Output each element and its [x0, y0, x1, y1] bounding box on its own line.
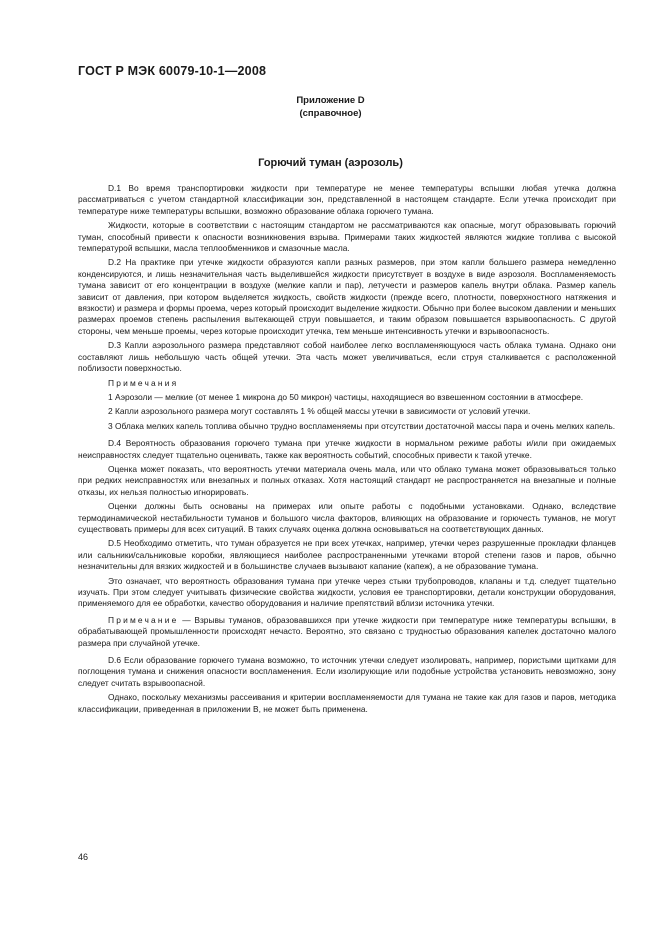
paragraph-d2: D.2 На практике при утечке жидкости образуются капли разных размеров, при этом капли большего размера немедленно конденсируются, и лишь незначительная часть выделившейся жидкости присутствует в воздухе в виде аэрозоля. Воспламеняемость тумана зависит от его концентрации в воздухе (мелкие капли и пар), летучести и размеров капель внутри облака. Размер капель зависит от давления, при котором выделяется жидкость, свойств жидкости (прежде всего, плотности, поверхностного натяжения и вязкости) и размера и формы проема, через который происходит выделение жидкости. Обычно при более высоком давлении и меньших размерах проемов степень распыления вытекающей струи повышается, и таким образом повышается взрывоопасность. С другой стороны, чем меньше проемы, через которые происходит утечка, тем меньше интенсивность утечки и взрывоопасность.	[78, 257, 616, 336]
paragraph: Это означает, что вероятность образования тумана при утечке через стыки трубопроводов, клапаны и т.д. следует тщательно изучать. При этом следует учитывать физические свойства жидкости, условия ее транспортировки, детали конструкции оборудования, применяемого для ее обработки, качество оборудования и наличие препятствий вблизи источника утечки.	[78, 575, 616, 609]
paragraph-d4: D.4 Вероятность образования горючего тумана при утечке жидкости в нормальном режиме работы и/или при ожидаемых неисправностях следует тщательно оценивать, также как вероятность событий, способных привести к такой утечке.	[78, 438, 616, 460]
section-heading: Горючий туман (аэрозоль)	[258, 157, 403, 169]
note-paragraph	[78, 615, 616, 649]
paragraph-d6: D.6 Если образование горючего тумана возможно, то источник утечки следует изолировать, например, пористыми щитками для поглощения тумана и снижения опасности воспламенения. Если изолирующие или подобные устройства установить невозможно, зону следует считать взрывоопасной.	[78, 655, 616, 688]
paragraph-d3: D.3 Капли аэрозольного размера представляют собой наиболее легко воспламеняющуюся часть облака тумана. Однако они составляют лишь небольшую часть общей утечки. Эта часть может увеличиваться, если струя сталкивается с расположенной поблизости поверхностью.	[78, 340, 616, 374]
document-body	[78, 183, 616, 718]
note-text: — Взрывы туманов, образовавшихся при утечке жидкости при температуре ниже температуры вспышки, в обрабатывающей промышленности происходят нечасто. Вероятно, это связано с трудностью образования капелек достаточно малого размера при случайной утечке.	[78, 614, 616, 648]
paragraph: Оценки должны быть основаны на примерах или опыте работы с подобными установками. Однако, вследствие термодинамической нестабильности туманов и большого числа факторов, влияющих на образование и горючесть туманов, не могут существовать примеры для всех ситуаций. В таких случаях оценка должна основываться на соответствующих данных.	[78, 501, 616, 534]
appendix-header	[0, 94, 661, 120]
note-label: Примечание	[108, 614, 179, 625]
paragraph: Жидкости, которые в соответствии с настоящим стандартом не рассматриваются как опасные, могут образовывать горючий туман, способный привести к опасности возникновения взрыва. Примерами таких жидкостей являются жидкие топлива с высокой температурой вспышки, масла теплообменников и смазочные масла.	[78, 220, 616, 254]
note-item: 3 Облака мелких капель топлива обычно трудно воспламеняемы при отсутствии достаточной массы пара и очень мелких капель.	[108, 420, 616, 431]
paragraph: Однако, поскольку механизмы рассеивания и критерии воспламеняемости для тумана не такие как для газов и паров, методика классификации, приведенная в приложении В, не может быть применена.	[78, 692, 616, 714]
paragraph-d5: D.5 Необходимо отметить, что туман образуется не при всех утечках, например, утечки через разрушенные прокладки фланцев или сальники/сальниковые коробки, являющиеся наиболее распространенными утечками второй степени газов и паров, обычно незначительны для вязких жидкостей и в большинстве случаев вызывают капание (капеж), а не образование тумана.	[78, 538, 616, 572]
paragraph-d1: D.1 Во время транспортировки жидкости при температуре не менее температуры вспышки любая утечка должна рассматриваться с учетом стандартной классификации зон, представленной в настоящем стандарте. Если утечка происходит при температуре ниже температуры вспышки, возможно образование облака горючего тумана.	[78, 183, 616, 216]
appendix-subtitle: (справочное)	[299, 108, 362, 119]
paragraph: Оценка может показать, что вероятность утечки материала очень мала, или что облако тумана может образовываться только при редких неисправностях или внезапных и полных отказах. Хотя настоящий стандарт не распространяется на внезапные и полные отказы, их нельзя полностью игнорировать.	[78, 463, 616, 497]
page-number: 46	[78, 852, 89, 862]
appendix-title: Приложение D	[296, 95, 365, 106]
note-item: 2 Капли аэрозольного размера могут составлять 1 % общей массы утечки в зависимости от условий утечки.	[108, 406, 531, 417]
notes-title: Примечания	[108, 377, 179, 388]
standard-designation: ГОСТ Р МЭК 60079-10-1—2008	[78, 64, 267, 78]
note-item: 1 Аэрозоли — мелкие (от менее 1 микрона до 50 микрон) частицы, находящиеся во взвешенном состоянии в атмосфере.	[108, 391, 584, 402]
